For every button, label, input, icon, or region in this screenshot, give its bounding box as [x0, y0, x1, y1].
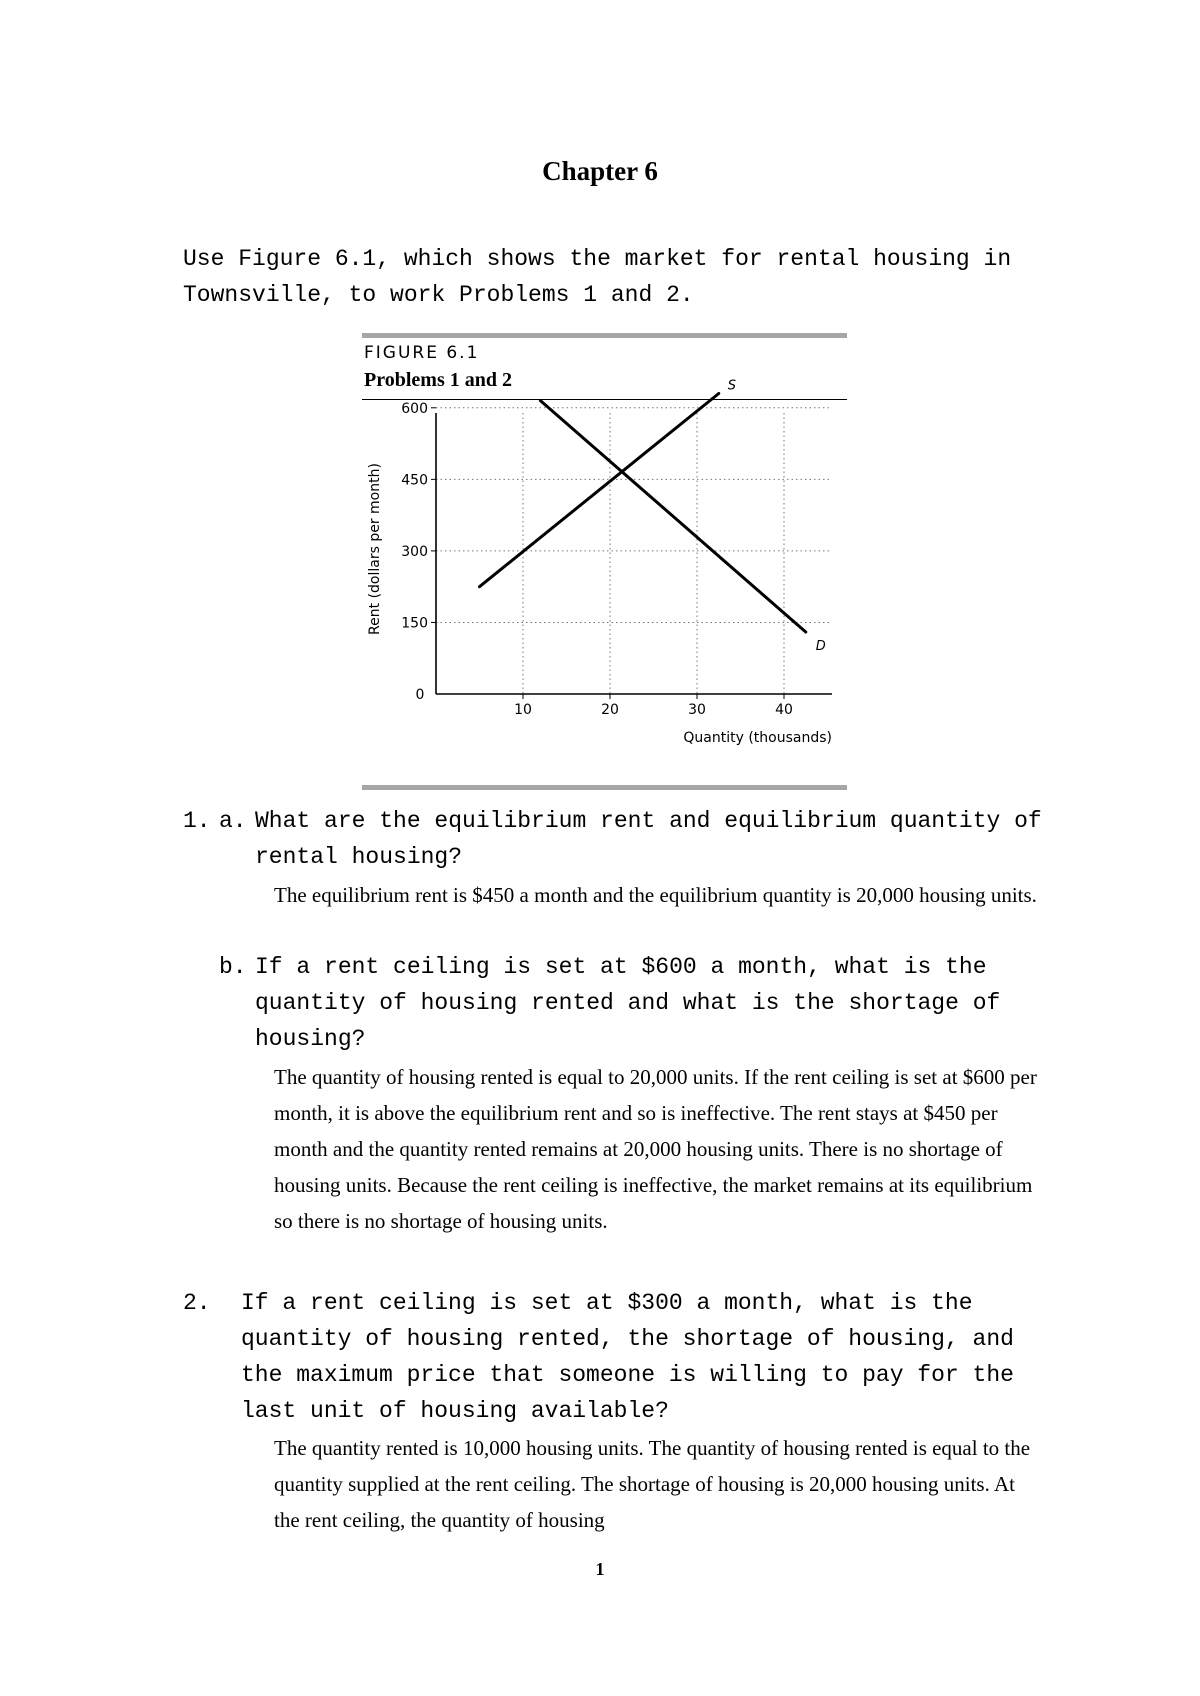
y-tick-label-150: 150	[401, 615, 428, 632]
problem-1a-label: a.	[219, 808, 247, 834]
x-tick-label-30: 30	[688, 702, 706, 718]
x-tick-label-10: 10	[514, 702, 532, 718]
figure-6-1	[362, 333, 847, 793]
x-axis-label: Quantity (thousands)	[683, 730, 832, 746]
y-tick-label-300: 300	[401, 543, 428, 560]
problem-2-question: If a rent ceiling is set at $300 a month, what is the quantity of housing rented, the shortage of housing, and the maximum price that someone is willing to pay for the last unit of housing available?	[241, 1290, 1028, 1424]
figure-label: FIGURE 6.1	[364, 343, 480, 363]
x-tick-label-20: 20	[601, 702, 619, 718]
chart-series	[480, 378, 826, 654]
x-tick-label-40: 40	[775, 702, 793, 718]
page-number: 1	[595, 1559, 605, 1579]
problem-2-number: 2.	[183, 1290, 211, 1316]
problem-1a-answer: The equilibrium rent is $450 a month and the equilibrium quantity is 20,000 housing units.	[274, 883, 1037, 907]
problem-1b-label: b.	[219, 954, 247, 980]
chart-grid	[436, 408, 832, 694]
page-title: Chapter 6	[542, 156, 658, 186]
series-line-d	[540, 401, 805, 632]
series-label-d: D	[815, 638, 826, 654]
figure-title: Problems 1 and 2	[364, 369, 512, 391]
figure-title-rule	[362, 399, 847, 400]
figure-bottom-rule	[362, 785, 847, 790]
figure-top-rule	[362, 333, 847, 338]
problem-1b-answer: The quantity of housing rented is equal to 20,000 units. If the rent ceiling is set at $600 per month, it is above the equilibrium rent and so is ineffective. The rent stays at $450 per month and the quantity rented remains at 20,000 housing units. There is no shortage of housing units. Because the rent ceiling is ineffective, the market remains at its equilibrium so there is no shortage of housing units.	[274, 1065, 1037, 1233]
problem-2-answer: The quantity rented is 10,000 housing units. The quantity of housing rented is equal to the quantity supplied at the rent ceiling. The shortage of housing is 20,000 housing units. At the rent ceiling, the quantity of housing	[274, 1436, 1031, 1532]
problem-1b-question: If a rent ceiling is set at $600 a month, what is the quantity of housing rented and what is the shortage of housing?	[255, 954, 1015, 1052]
y-tick-label-600: 600	[401, 400, 428, 417]
series-line-s	[480, 393, 719, 586]
origin-label: 0	[415, 687, 425, 703]
series-label-s: S	[727, 378, 737, 394]
problem-1a-question: What are the equilibrium rent and equilibrium quantity of rental housing?	[255, 808, 1056, 870]
y-axis-label: Rent (dollars per month)	[367, 463, 383, 635]
intro-paragraph: Use Figure 6.1, which shows the market for rental housing in Townsville, to work Problems 1 and 2.	[183, 246, 1025, 308]
y-tick-label-450: 450	[401, 472, 428, 489]
problem-1-number: 1.	[183, 808, 211, 834]
